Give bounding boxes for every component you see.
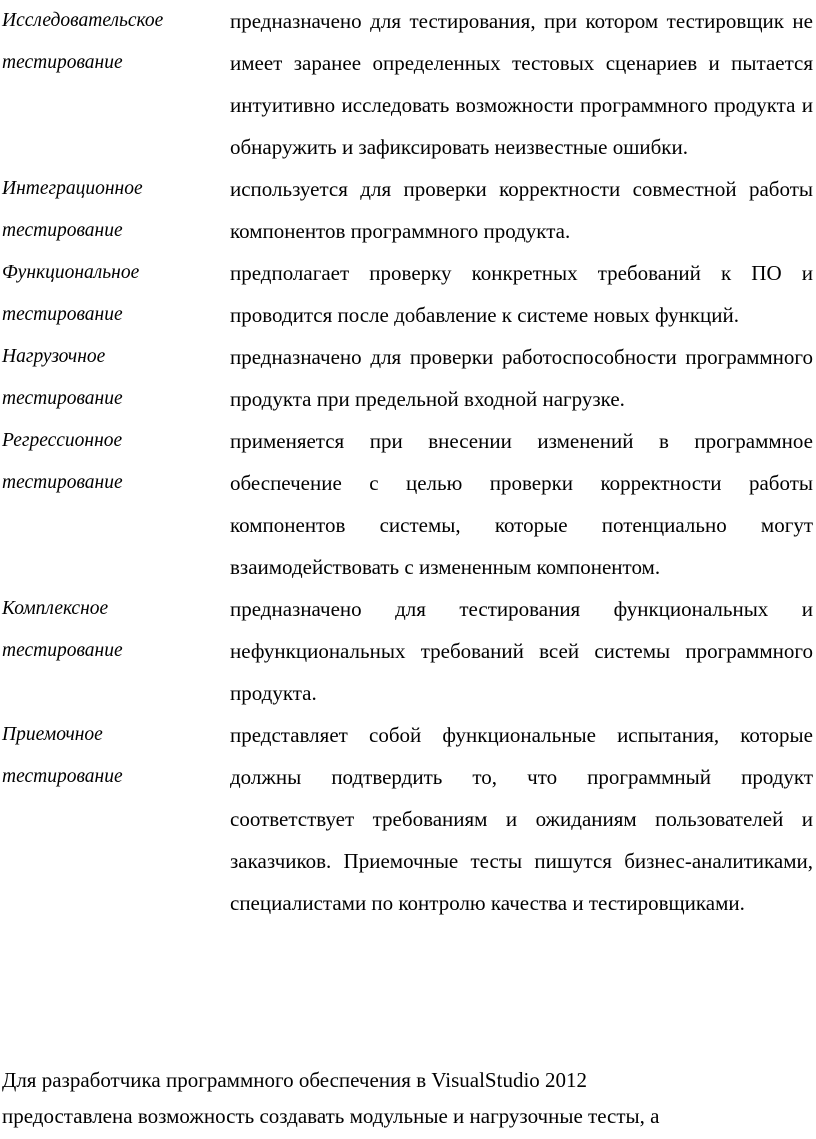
definition-row-exploratory — [0, 0, 816, 168]
term-line: тестирование — [2, 640, 123, 661]
definition-row-load — [0, 336, 816, 420]
definition-load: предназначено для проверки работоспособности программного продукта при предельной входной нагрузке. — [230, 345, 813, 411]
body-paragraph — [0, 1062, 816, 1134]
term-line: Приемочное — [2, 724, 103, 745]
term-line: тестирование — [2, 52, 123, 73]
definition-row-regression — [0, 420, 816, 588]
term-functional — [0, 252, 230, 336]
term-line: тестирование — [2, 304, 123, 325]
definition-exploratory: предназначено для тестирования, при котором тестировщик не имеет заранее определенных тестовых сценариев и пытается интуитивно исследовать возможности программного продукта и обнаружить и зафиксировать неизвестные ошибки. — [230, 9, 813, 159]
term-line: Интеграционное — [2, 178, 143, 199]
term-line: Нагрузочное — [2, 346, 106, 367]
definition-complex: предназначено для тестирования функциональных и нефункциональных требований всей системы программного продукта. — [230, 597, 813, 705]
term-complex — [0, 588, 230, 714]
term-regression — [0, 420, 230, 588]
term-line: Исследовательское — [2, 10, 164, 31]
definition-functional: предполагает проверку конкретных требований к ПО и проводится после добавление к системе новых функций. — [230, 261, 813, 327]
term-line: Комплексное — [2, 598, 109, 619]
term-exploratory — [0, 0, 230, 168]
definition-regression: применяется при внесении изменений в программное обеспечение с целью проверки корректности работы компонентов системы, которые потенциально могут взаимодействовать с измененным компонентом. — [230, 429, 813, 579]
definition-acceptance: представляет собой функциональные испытания, которые должны подтвердить то, что программный продукт соответствует требованиям и ожиданиям пользователей и заказчиков. Приемочные тесты пишутся бизнес-аналитиками, специалистами по контролю качества и тестировщиками. — [230, 723, 813, 915]
term-line: тестирование — [2, 388, 123, 409]
term-line: тестирование — [2, 220, 123, 241]
term-line: Регрессионное — [2, 430, 123, 451]
term-line: Функциональное — [2, 262, 140, 283]
term-acceptance — [0, 714, 230, 924]
definition-row-complex — [0, 588, 816, 714]
definition-integration: используется для проверки корректности совместной работы компонентов программного продукта. — [230, 177, 813, 243]
paragraph-line: Для разработчика программного обеспечения в VisualStudio 2012 — [2, 1068, 588, 1092]
paragraph-line: предоставлена возможность создавать модульные и нагрузочные тесты, а — [2, 1104, 660, 1128]
definition-row-integration — [0, 168, 816, 252]
term-line: тестирование — [2, 472, 123, 493]
term-line: тестирование — [2, 766, 123, 787]
definition-row-acceptance — [0, 714, 816, 924]
definition-row-functional — [0, 252, 816, 336]
term-load — [0, 336, 230, 420]
term-integration — [0, 168, 230, 252]
